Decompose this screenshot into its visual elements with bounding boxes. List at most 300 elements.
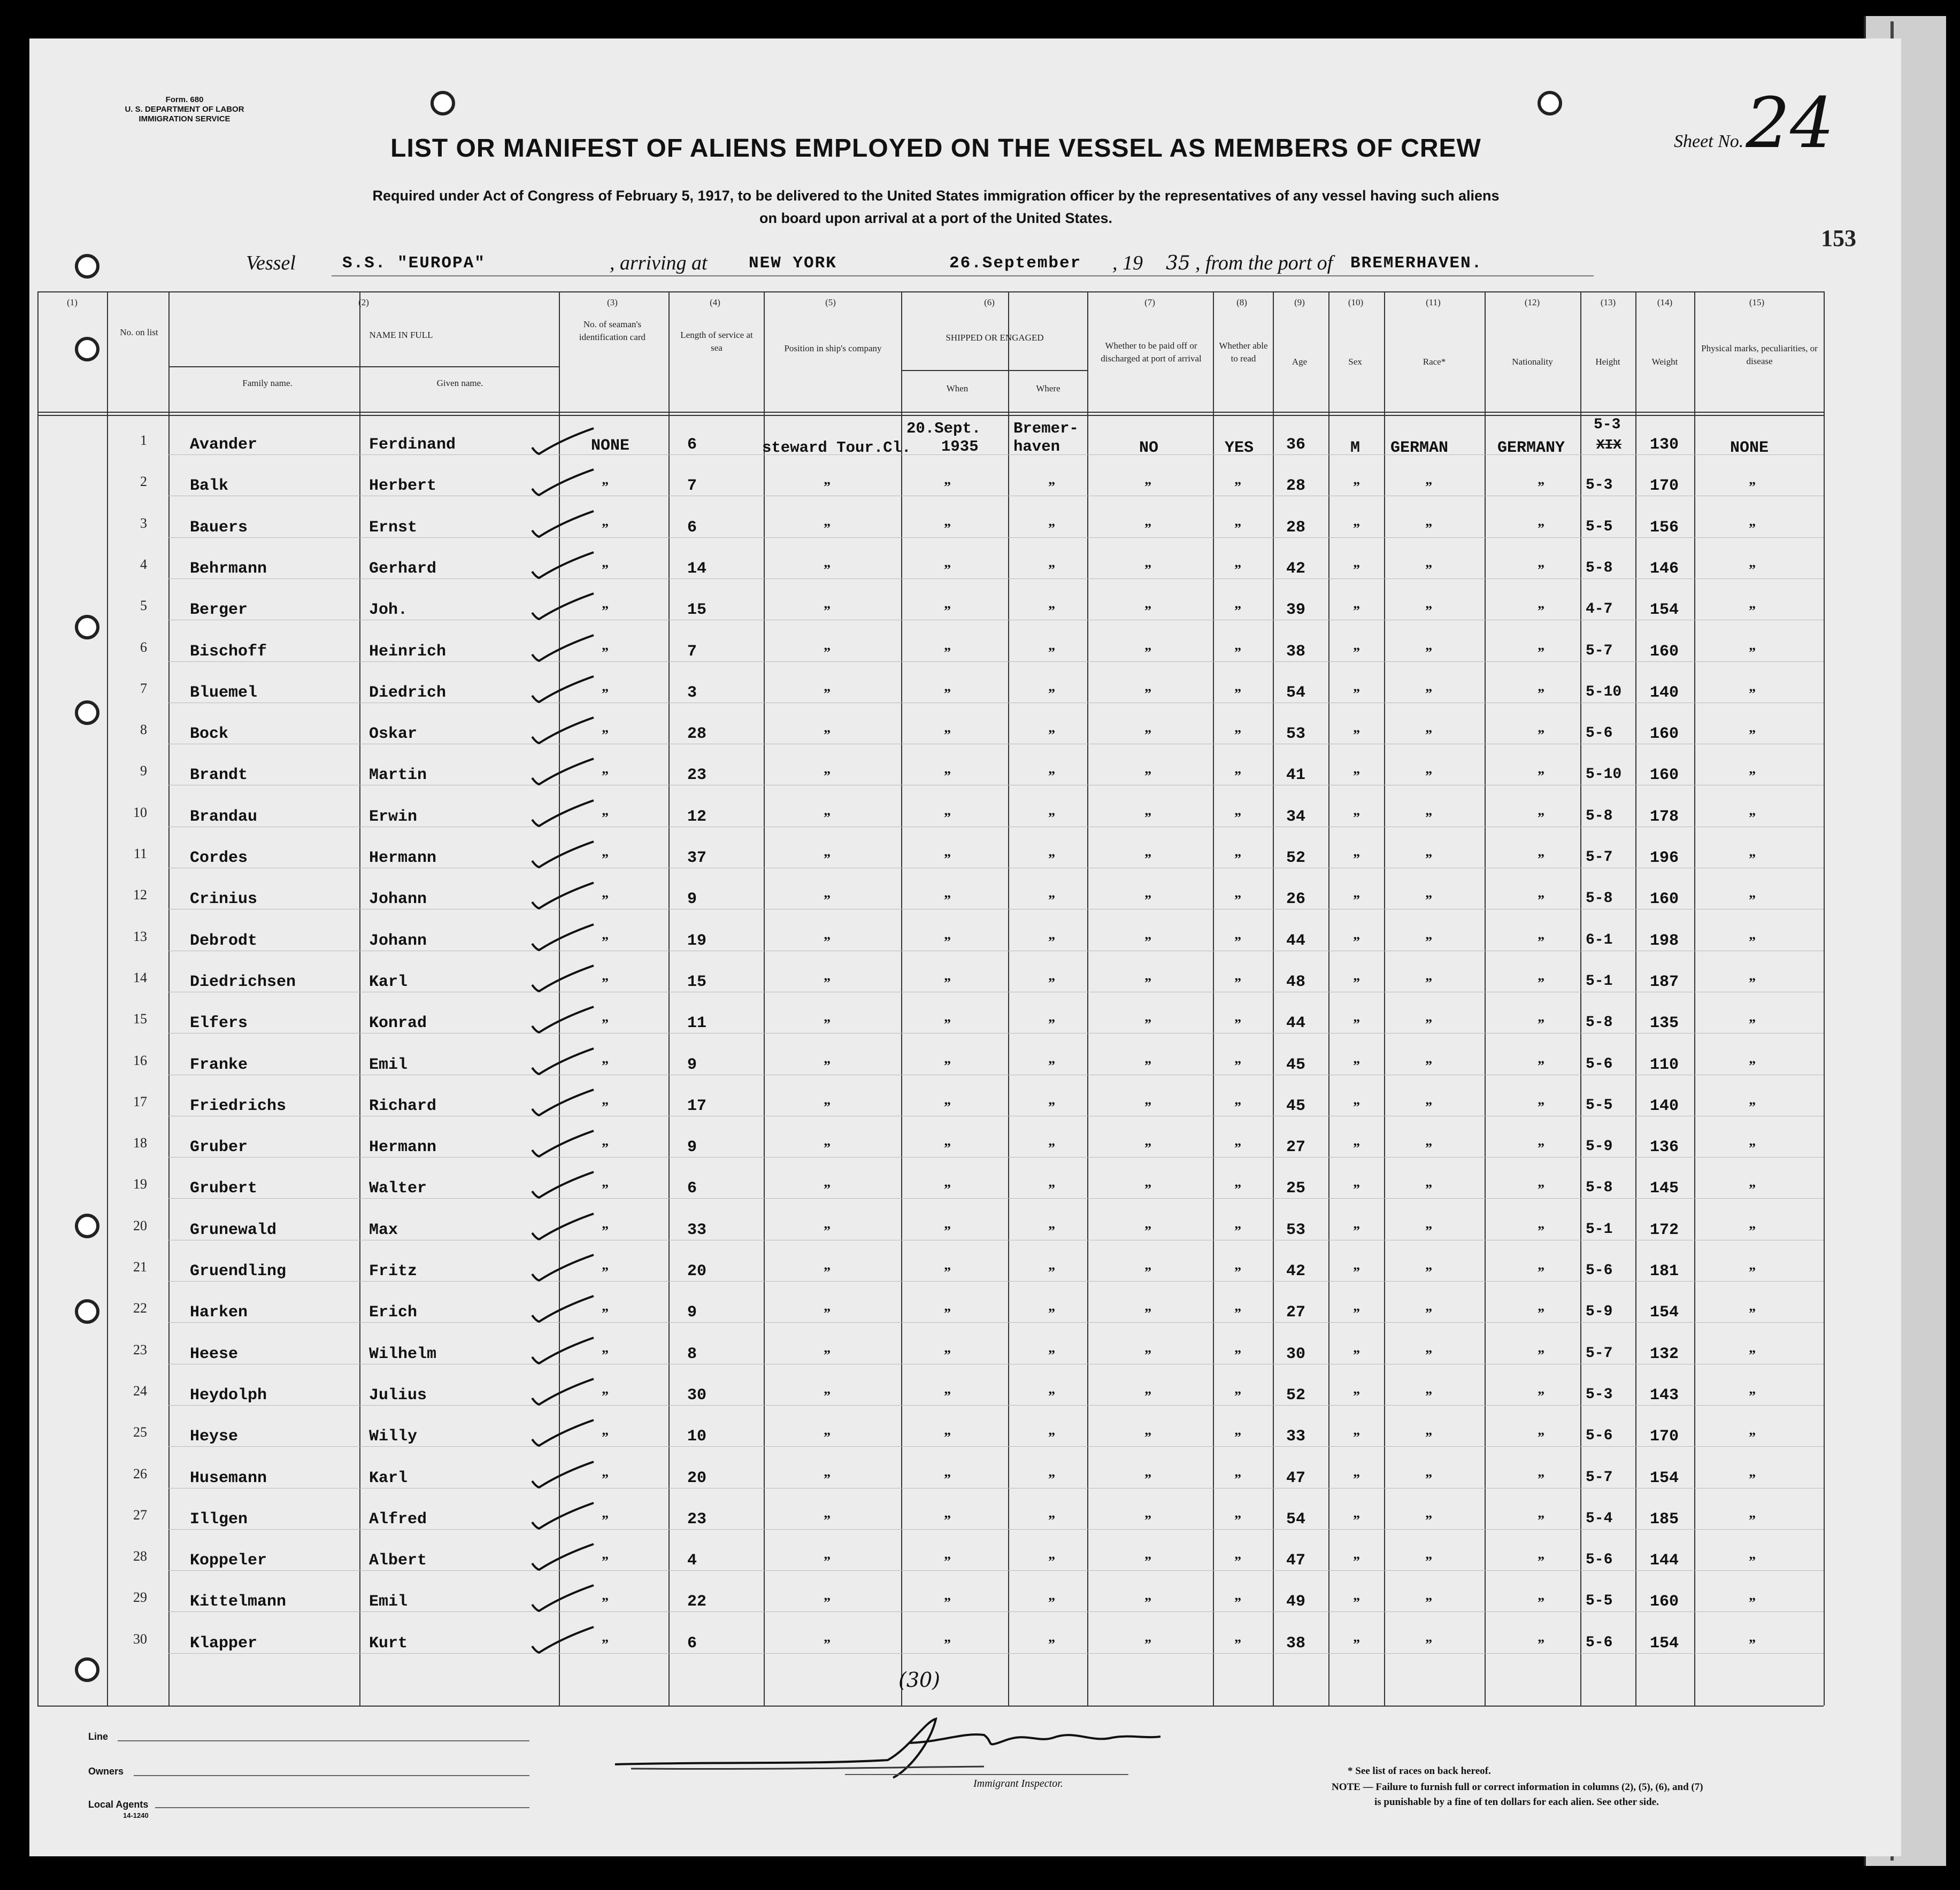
position-ditto: ”: [824, 1388, 831, 1404]
service-length: 6: [687, 436, 697, 454]
row-number: 11: [133, 846, 147, 861]
given-name: Fritz: [369, 1262, 418, 1280]
id-card-ditto: ”: [602, 892, 609, 908]
row-number: 24: [133, 1383, 147, 1399]
race-ditto: ”: [1425, 1182, 1432, 1198]
weight: 160: [1650, 766, 1679, 785]
check-mark: [529, 467, 599, 499]
age: 53: [1286, 725, 1306, 744]
given-name: Richard: [369, 1097, 437, 1115]
id-card-ditto: ”: [602, 603, 609, 619]
when-ditto: ”: [944, 1016, 951, 1032]
subtitle-line-2: on board upon arrival at a port of the United States.: [759, 210, 1113, 226]
race-note: * See list of races on back hereof.: [1348, 1765, 1491, 1777]
height: 5-6: [1586, 1634, 1613, 1651]
check-mark: [529, 1087, 599, 1120]
nationality-ditto: ”: [1538, 768, 1544, 784]
from-port-label: , from the port of: [1195, 252, 1333, 274]
race-ditto: ”: [1425, 603, 1432, 619]
row-number: 20: [133, 1217, 147, 1233]
sex-ditto: ”: [1353, 1058, 1360, 1074]
column-number: (13): [1600, 297, 1616, 307]
column-divider: [1328, 291, 1329, 1706]
id-card-ditto: ”: [602, 1306, 609, 1322]
arrival-year: 35: [1166, 252, 1190, 274]
height: 5-8: [1586, 807, 1613, 824]
age: 36: [1286, 436, 1306, 454]
paid-off-ditto: ”: [1144, 768, 1151, 784]
height: 6-1: [1586, 931, 1613, 948]
height: 5-6: [1586, 725, 1613, 742]
age: 47: [1286, 1552, 1306, 1570]
where-ditto: ”: [1048, 892, 1055, 908]
family-name: Avander: [190, 436, 258, 454]
nationality-ditto: ”: [1538, 1595, 1544, 1611]
given-name: Joh.: [369, 601, 408, 620]
family-name: Debrodt: [190, 931, 258, 950]
race-ditto: ”: [1425, 727, 1432, 743]
able-read-ditto: ”: [1234, 1554, 1241, 1570]
voyage-underline: [332, 275, 1594, 276]
weight: 170: [1650, 477, 1679, 496]
where-ditto: ”: [1048, 1430, 1055, 1446]
able-read-ditto: ”: [1234, 479, 1241, 495]
check-mark: [529, 509, 599, 541]
height-struck: XIX: [1596, 437, 1621, 453]
row-number: 6: [140, 639, 147, 655]
weight: 187: [1650, 973, 1679, 991]
nationality-ditto: ”: [1538, 1099, 1544, 1115]
check-mark: [529, 1583, 599, 1615]
shipped-split: [1008, 370, 1009, 412]
header-shipped: SHIPPED OR ENGAGED: [946, 333, 1044, 343]
row-rule: [168, 1157, 1824, 1158]
service-length: 19: [687, 931, 707, 950]
weight: 160: [1650, 1593, 1679, 1611]
line-label: Line: [88, 1731, 109, 1742]
physical-ditto: ”: [1749, 1223, 1756, 1239]
physical-ditto: ”: [1749, 1016, 1756, 1032]
check-mark: [529, 1542, 599, 1574]
race-ditto: ”: [1425, 1471, 1432, 1487]
family-name: Gruber: [190, 1138, 248, 1157]
service-length: 4: [687, 1552, 697, 1570]
where-ditto: ”: [1048, 1554, 1055, 1570]
service-length: 22: [687, 1593, 707, 1611]
binder-hole: [75, 254, 99, 279]
row-number: 15: [133, 1011, 147, 1027]
weight: 130: [1650, 436, 1679, 454]
id-card-ditto: ”: [602, 1264, 609, 1280]
column-divider: [668, 291, 670, 1706]
id-card-ditto: ”: [602, 934, 609, 950]
check-mark: [529, 1501, 599, 1533]
id-card-ditto: ”: [602, 851, 609, 867]
age: 33: [1286, 1428, 1306, 1446]
column-number: (7): [1144, 297, 1155, 307]
given-name: Heinrich: [369, 642, 447, 661]
paid-off: NO: [1139, 439, 1159, 457]
race-ditto: ”: [1425, 1058, 1432, 1074]
service-length: 6: [687, 1634, 697, 1653]
column-divider: [559, 291, 560, 1706]
position-ditto: ”: [824, 644, 831, 660]
family-name: Illgen: [190, 1510, 248, 1529]
race-ditto: ”: [1425, 809, 1432, 826]
position-ditto: ”: [824, 479, 831, 495]
where-ditto: ”: [1048, 1099, 1055, 1115]
stamp-number: 153: [1821, 225, 1856, 251]
sex-ditto: ”: [1353, 1347, 1360, 1363]
id-card-ditto: ”: [602, 561, 609, 577]
weight: 143: [1650, 1386, 1679, 1405]
weight: 185: [1650, 1510, 1679, 1529]
age: 38: [1286, 642, 1306, 661]
height: 5-7: [1586, 849, 1613, 866]
race-ditto: ”: [1425, 1636, 1432, 1652]
race: GERMAN: [1390, 439, 1449, 457]
header-name-in-full: NAME IN FULL: [369, 330, 433, 340]
binder-hole: [431, 91, 455, 115]
check-mark: [529, 798, 599, 830]
physical-ditto: ”: [1749, 727, 1756, 743]
given-name: Kurt: [369, 1634, 408, 1653]
check-mark: [529, 1005, 599, 1037]
column-number: (6): [984, 297, 995, 307]
when-ditto: ”: [944, 934, 951, 950]
where-ditto: ”: [1048, 1182, 1055, 1198]
service-length: 9: [687, 890, 697, 909]
sex-ditto: ”: [1353, 1306, 1360, 1322]
when-ditto: ”: [944, 1512, 951, 1528]
row-rule: [168, 537, 1824, 538]
given-name: Karl: [369, 1469, 408, 1487]
check-mark: [529, 1129, 599, 1161]
race-ditto: ”: [1425, 1306, 1432, 1322]
header-bottom-border: [37, 412, 1824, 413]
check-mark: [529, 674, 599, 706]
sex-ditto: ”: [1353, 1554, 1360, 1570]
column-divider: [37, 291, 39, 1706]
able-read-ditto: ”: [1234, 1264, 1241, 1280]
when-ditto: ”: [944, 1182, 951, 1198]
height: 5-7: [1586, 1345, 1613, 1362]
age: 39: [1286, 601, 1306, 620]
when-ditto: ”: [944, 1388, 951, 1404]
height: 4-7: [1586, 601, 1613, 618]
position-ditto: ”: [824, 1140, 831, 1156]
race-ditto: ”: [1425, 1223, 1432, 1239]
nationality-ditto: ”: [1538, 1016, 1544, 1032]
given-name: Julius: [369, 1386, 427, 1405]
row-number: 18: [133, 1135, 147, 1151]
race-ditto: ”: [1425, 975, 1432, 991]
able-read-ditto: ”: [1234, 975, 1241, 991]
position-ditto: ”: [824, 892, 831, 908]
service-length: 10: [687, 1428, 707, 1446]
check-mark: [529, 922, 599, 954]
sex-ditto: ”: [1353, 520, 1360, 536]
race-ditto: ”: [1425, 934, 1432, 950]
row-number: 8: [140, 722, 147, 738]
position-ditto: ”: [824, 1636, 831, 1652]
service-length: 12: [687, 807, 707, 826]
given-name: Erich: [369, 1303, 418, 1322]
age: 52: [1286, 1386, 1306, 1405]
column-divider: [1694, 291, 1695, 1706]
given-name: Willy: [369, 1428, 418, 1446]
row-rule: [168, 1405, 1824, 1406]
column-number: (10): [1348, 297, 1364, 307]
nationality-ditto: ”: [1538, 975, 1544, 991]
table-top-border: [37, 291, 1824, 292]
sex-ditto: ”: [1353, 644, 1360, 660]
paid-off-ditto: ”: [1144, 520, 1151, 536]
column-number: (8): [1236, 297, 1247, 307]
sex-ditto: ”: [1353, 1388, 1360, 1404]
race-ditto: ”: [1425, 1430, 1432, 1446]
where-ditto: ”: [1048, 603, 1055, 619]
sheet-number: 24: [1746, 82, 1834, 164]
sex-ditto: ”: [1353, 851, 1360, 867]
age: 54: [1286, 1510, 1306, 1529]
height: 5-5: [1586, 1097, 1613, 1114]
physical-ditto: ”: [1749, 520, 1756, 536]
column-number: (9): [1294, 297, 1305, 307]
when-ditto: ”: [944, 892, 951, 908]
service-length: 23: [687, 1510, 707, 1529]
form-number: Form. 680: [165, 95, 204, 104]
paid-off-ditto: ”: [1144, 975, 1151, 991]
physical-ditto: ”: [1749, 851, 1756, 867]
paid-off-ditto: ”: [1144, 934, 1151, 950]
given-name: Max: [369, 1221, 398, 1239]
age: 27: [1286, 1138, 1306, 1157]
paid-off-ditto: ”: [1144, 1554, 1151, 1570]
weight: 156: [1650, 518, 1679, 537]
nationality-ditto: ”: [1538, 1223, 1544, 1239]
check-mark: [529, 633, 599, 665]
weight: 144: [1650, 1552, 1679, 1570]
column-divider: [1485, 291, 1486, 1706]
sex-ditto: ”: [1353, 1512, 1360, 1528]
column-number: (2): [358, 297, 369, 307]
service-length: 3: [687, 683, 697, 702]
physical-ditto: ”: [1749, 1140, 1756, 1156]
position-ditto: ”: [824, 1306, 831, 1322]
family-name: Bock: [190, 725, 229, 744]
race-ditto: ”: [1425, 479, 1432, 495]
position-ditto: ”: [824, 1430, 831, 1446]
family-name: Behrmann: [190, 559, 267, 578]
age: 38: [1286, 1634, 1306, 1653]
where-ditto: ”: [1048, 1595, 1055, 1611]
check-mark: [529, 715, 599, 747]
weight: 154: [1650, 1469, 1679, 1487]
id-card-ditto: ”: [602, 1016, 609, 1032]
sex-ditto: ”: [1353, 603, 1360, 619]
physical-ditto: ”: [1749, 1306, 1756, 1322]
row-rule: [168, 1198, 1824, 1199]
position-ditto: ”: [824, 768, 831, 784]
physical-ditto: ”: [1749, 892, 1756, 908]
sex-ditto: ”: [1353, 1016, 1360, 1032]
physical-ditto: ”: [1749, 1099, 1756, 1115]
weight: 178: [1650, 807, 1679, 826]
sex-ditto: ”: [1353, 1140, 1360, 1156]
able-read-ditto: ”: [1234, 851, 1241, 867]
family-name: Grubert: [190, 1179, 258, 1198]
column-number: (15): [1749, 297, 1765, 307]
physical-ditto: ”: [1749, 1058, 1756, 1074]
paid-off-ditto: ”: [1144, 1016, 1151, 1032]
given-name: Johann: [369, 890, 427, 909]
column-number: (4): [710, 297, 720, 307]
row-number: 16: [133, 1052, 147, 1068]
able-read-ditto: ”: [1234, 603, 1241, 619]
paid-off-ditto: ”: [1144, 809, 1151, 826]
able-read-ditto: ”: [1234, 892, 1241, 908]
paid-off-ditto: ”: [1144, 1347, 1151, 1363]
header-able-read: Whether able to read: [1219, 341, 1268, 364]
age: 28: [1286, 477, 1306, 496]
column-divider: [1273, 291, 1274, 1706]
penalty-note-line-2: is punishable by a fine of ten dollars for each alien. See other side.: [1374, 1796, 1659, 1808]
where-ditto: ”: [1048, 768, 1055, 784]
id-card-ditto: ”: [602, 1430, 609, 1446]
service-length: 28: [687, 725, 707, 744]
id-card-ditto: ”: [602, 520, 609, 536]
column-divider: [1635, 291, 1636, 1706]
row-number: 2: [140, 474, 147, 490]
height: 5-8: [1586, 890, 1613, 907]
race-ditto: ”: [1425, 644, 1432, 660]
id-card-ditto: ”: [602, 1388, 609, 1404]
sex-ditto: ”: [1353, 934, 1360, 950]
family-name: Friedrichs: [190, 1097, 287, 1115]
sex-ditto: ”: [1353, 479, 1360, 495]
where-ditto: ”: [1048, 851, 1055, 867]
where-ditto: ”: [1048, 685, 1055, 701]
family-name: Franke: [190, 1055, 248, 1074]
service-length: 23: [687, 766, 707, 785]
when-ditto: ”: [944, 1595, 951, 1611]
height: 5-10: [1586, 683, 1622, 700]
family-name: Kittelmann: [190, 1593, 287, 1611]
physical-ditto: ”: [1749, 768, 1756, 784]
check-mark: [529, 426, 599, 458]
position-ditto: ”: [824, 603, 831, 619]
year-prefix: , 19: [1112, 252, 1143, 274]
form-code: 14-1240: [123, 1811, 149, 1819]
age: 28: [1286, 518, 1306, 537]
owners-field: [134, 1775, 529, 1776]
id-card-ditto: ”: [602, 727, 609, 743]
row-number: 28: [133, 1548, 147, 1564]
given-name: Diedrich: [369, 683, 447, 702]
service-length: 30: [687, 1386, 707, 1405]
able-read-ditto: ”: [1234, 1471, 1241, 1487]
weight: 110: [1650, 1055, 1679, 1074]
family-name: Bluemel: [190, 683, 258, 702]
paid-off-ditto: ”: [1144, 1223, 1151, 1239]
able-read-ditto: ”: [1234, 561, 1241, 577]
nationality-ditto: ”: [1538, 520, 1544, 536]
column-number: (11): [1426, 297, 1441, 307]
able-read-ditto: ”: [1234, 1512, 1241, 1528]
check-mark: [529, 1212, 599, 1244]
family-name: Cordes: [190, 849, 248, 867]
position-ditto: ”: [824, 520, 831, 536]
table-bottom-border: [37, 1706, 1824, 1707]
check-mark: [529, 550, 599, 582]
weight: 132: [1650, 1345, 1679, 1363]
column-divider: [1087, 291, 1088, 1706]
race-ditto: ”: [1425, 1595, 1432, 1611]
weight: 145: [1650, 1179, 1679, 1198]
nationality-ditto: ”: [1538, 934, 1544, 950]
race-ditto: ”: [1425, 1016, 1432, 1032]
height: 5-10: [1586, 766, 1622, 783]
service-length: 20: [687, 1262, 707, 1280]
race-ditto: ”: [1425, 1099, 1432, 1115]
where-ditto: ”: [1048, 1223, 1055, 1239]
where-ditto: ”: [1048, 975, 1055, 991]
column-divider: [168, 291, 170, 1706]
sex-ditto: ”: [1353, 892, 1360, 908]
service-length: 8: [687, 1345, 697, 1363]
age: 45: [1286, 1055, 1306, 1074]
paid-off-ditto: ”: [1144, 1512, 1151, 1528]
able-read-ditto: ”: [1234, 1430, 1241, 1446]
physical-ditto: ”: [1749, 1512, 1756, 1528]
given-name: Ferdinand: [369, 436, 456, 454]
physical-ditto: ”: [1749, 1595, 1756, 1611]
row-rule: [168, 454, 1824, 455]
given-name: Albert: [369, 1552, 427, 1570]
able-read-ditto: ”: [1234, 520, 1241, 536]
height: 5-4: [1586, 1510, 1613, 1527]
shipped-when-line2: 1935: [941, 438, 979, 456]
service-length: 9: [687, 1138, 697, 1157]
able-read-ditto: ”: [1234, 1388, 1241, 1404]
row-number: 30: [133, 1631, 147, 1647]
height: 5-3: [1586, 1386, 1613, 1403]
sex-ditto: ”: [1353, 1430, 1360, 1446]
sex-ditto: ”: [1353, 1264, 1360, 1280]
weight: 135: [1650, 1014, 1679, 1033]
height: 5-6: [1586, 1552, 1613, 1569]
able-read-ditto: ”: [1234, 934, 1241, 950]
service-length: 6: [687, 1179, 697, 1198]
id-card-ditto: ”: [602, 809, 609, 826]
paid-off-ditto: ”: [1144, 1264, 1151, 1280]
when-ditto: ”: [944, 1306, 951, 1322]
inspector-signature: [610, 1711, 1198, 1780]
family-name: Klapper: [190, 1634, 258, 1653]
where-ditto: ”: [1048, 727, 1055, 743]
id-card-ditto: ”: [602, 768, 609, 784]
when-ditto: ”: [944, 809, 951, 826]
able-read-ditto: ”: [1234, 727, 1241, 743]
able-read-ditto: ”: [1234, 1347, 1241, 1363]
check-mark: [529, 1294, 599, 1326]
id-card: NONE: [591, 437, 630, 455]
row-number: 10: [133, 804, 147, 820]
position-ditto: ”: [824, 727, 831, 743]
nationality-ditto: ”: [1538, 1388, 1544, 1404]
nationality: GERMANY: [1497, 439, 1565, 457]
